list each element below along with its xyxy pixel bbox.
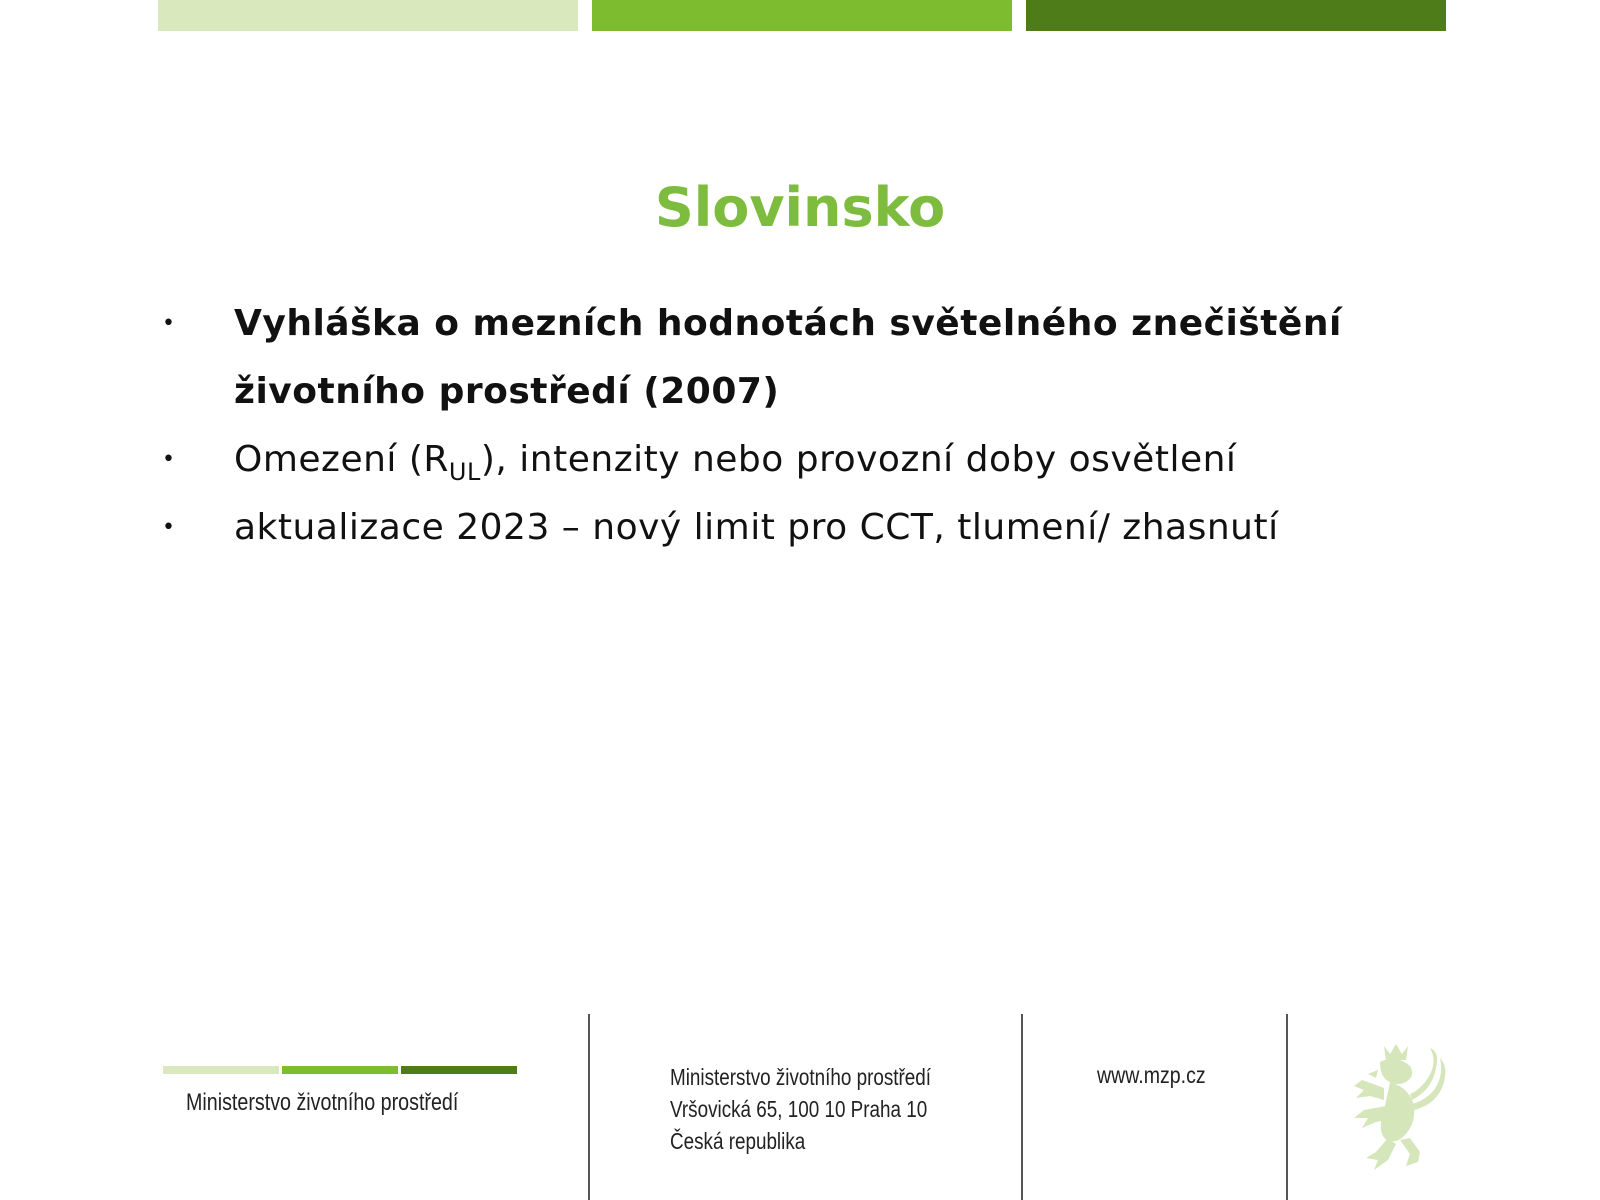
footer-divider xyxy=(1021,1014,1023,1200)
address-line: Vršovická 65, 100 10 Praha 10 xyxy=(670,1096,928,1122)
footer-website-link[interactable]: www.mzp.cz xyxy=(1097,1062,1206,1088)
footer-bar-dark xyxy=(401,1066,517,1074)
top-bar-light xyxy=(158,0,578,31)
bullet-marker: • xyxy=(162,447,176,472)
top-bar-mid xyxy=(592,0,1012,31)
bullet-text: aktualizace 2023 – nový limit pro CCT, tlumení/ zhasnutí xyxy=(234,507,1279,548)
footer-divider xyxy=(588,1014,590,1200)
footer-ministry-logo-text: Ministerstvo životního prostředí xyxy=(186,1089,459,1116)
address-line: Ministerstvo životního prostředí xyxy=(670,1064,932,1090)
bullet-text-line1: Vyhláška o mezních hodnotách světelného znečištění xyxy=(234,303,1342,344)
bullet-item-update xyxy=(158,494,1458,562)
bullet-subscript: UL xyxy=(448,458,481,486)
bullet-text-line2: životního prostředí (2007) xyxy=(234,371,780,412)
footer-bar-mid xyxy=(282,1066,398,1074)
bullet-marker: • xyxy=(162,515,176,540)
bullet-marker: • xyxy=(162,311,176,336)
top-bar-dark xyxy=(1026,0,1446,31)
address-line: Česká republika xyxy=(670,1128,806,1154)
footer-divider xyxy=(1286,1014,1288,1200)
bullet-item-restriction xyxy=(158,426,1458,494)
czech-lion-emblem-icon xyxy=(1340,1040,1452,1176)
slide-title: Slovinsko xyxy=(654,176,946,239)
bullet-text-after: ), intenzity nebo provozní doby osvětlení xyxy=(480,439,1237,480)
footer-bar-light xyxy=(163,1066,279,1074)
bullet-text-before: Omezení (R xyxy=(234,439,449,480)
footer-address xyxy=(670,1061,931,1157)
bullet-item-regulation xyxy=(158,290,1458,426)
bullet-list xyxy=(158,290,1458,562)
